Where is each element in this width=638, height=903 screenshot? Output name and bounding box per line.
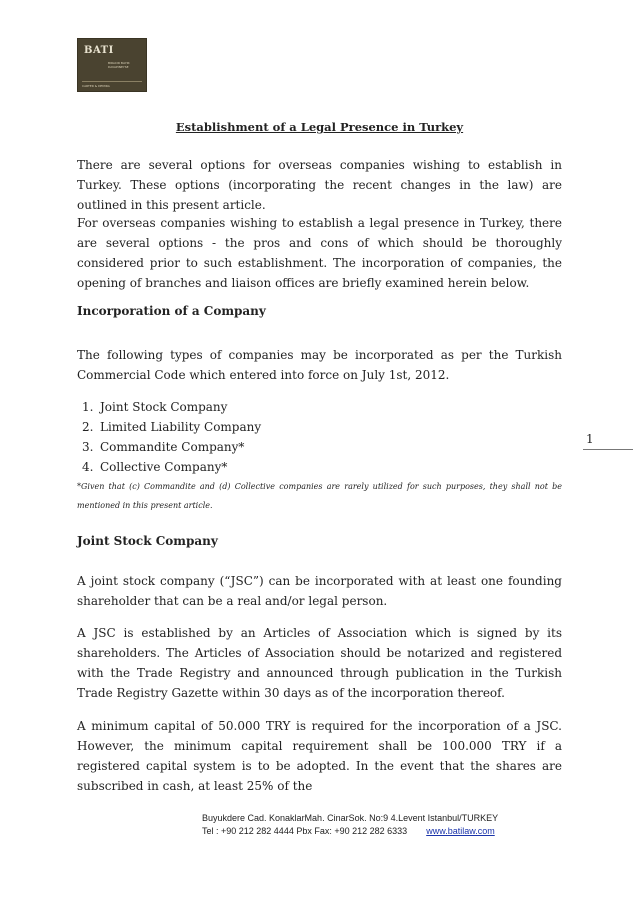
footer-contact: Tel : +90 212 282 4444 Pbx Fax: +90 212 282 6333 (202, 826, 408, 836)
logo-divider (82, 81, 142, 82)
logo-title: BATI (84, 45, 114, 56)
document-title: Establishment of a Legal Presence in Turkey (175, 120, 464, 134)
bati-logo (77, 38, 147, 92)
intro-paragraph-2: For overseas companies wishing to establish a legal presence in Turkey, there are several options - the pros and cons of which should be thoroughly considered prior to such establishment. The incorporation of companies, the opening of branches and liaison offices are briefly examined herein below. (77, 216, 562, 290)
footer-address: Buyukdere Cad. KonaklarMah. CinarSok. No:9 4.Levent Istanbul/TURKEY (202, 813, 499, 823)
incorporation-paragraph: The following types of companies may be incorporated as per the Turkish Commercial Code which entered into force on July 1st, 2012. (77, 348, 562, 382)
footnote: *Given that (c) Commandite and (d) Collective companies are rarely utilized for such purposes, they shall not be mentioned in this present article. (77, 482, 562, 510)
footer (202, 812, 498, 838)
company-types-list (82, 397, 261, 477)
logo-foot: CARTER & DEMIRA (82, 84, 110, 88)
list-item: 3. Commandite Company* (82, 440, 245, 454)
intro-paragraph-1: There are several options for overseas companies wishing to establish in Turkey. These options (incorporating the recent changes in the law) are outlined in this present article. (77, 158, 562, 212)
footer-contact-line (202, 825, 498, 838)
heading-incorporation: Incorporation of a Company (77, 304, 266, 318)
jsc-paragraph-2: A JSC is established by an Articles of Association which is signed by its shareholders. The Articles of Association should be notarized and registered with the Trade Registry and announced through publication in the Turkish Trade Registry Gazette within 30 days as of the incorporation thereof. (77, 626, 562, 700)
page-number-rule (583, 449, 633, 450)
logo-subtitle: BIRACIR BAYIR DAVAPINEYSE (108, 61, 130, 69)
list-item: 4. Collective Company* (82, 460, 228, 474)
jsc-paragraph-3: A minimum capital of 50.000 TRY is required for the incorporation of a JSC. However, the minimum capital requirement shall be 100.000 TRY if a registered capital system is to be adopted. In the event that the shares are subscribed in cash, at least 25% of the (77, 719, 562, 793)
page-number: 1 (586, 432, 594, 446)
website-link[interactable]: www.batilaw.com (426, 826, 495, 836)
list-item: 1. Joint Stock Company (82, 400, 228, 414)
jsc-paragraph-1: A joint stock company (“JSC”) can be incorporated with at least one founding shareholder that can be a real and/or legal person. (77, 574, 562, 608)
list-item: 2. Limited Liability Company (82, 420, 262, 434)
heading-jsc: Joint Stock Company (77, 534, 218, 548)
